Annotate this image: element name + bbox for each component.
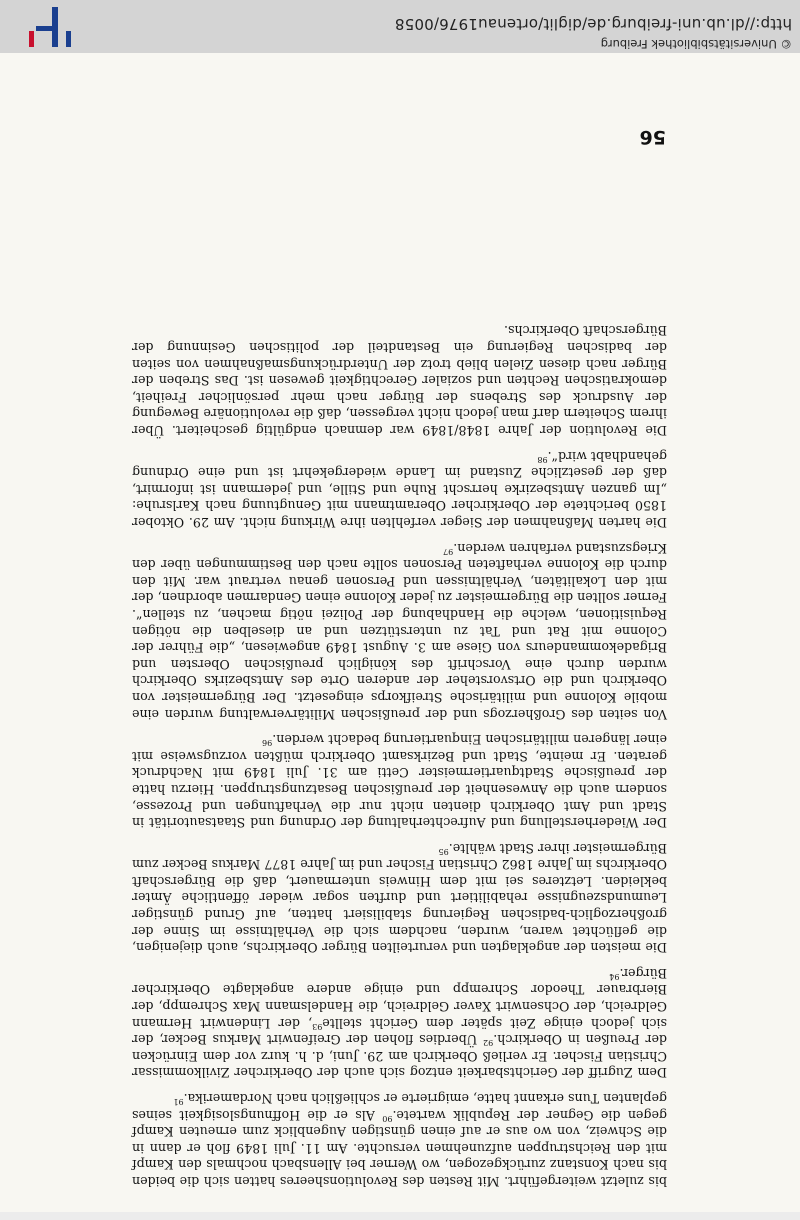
footnote-ref: 97 — [443, 546, 454, 556]
text-run: bis zuletzt weitergeführt. Mit Resten des Revolutionsheeres hatten sich die beiden bis nach Konstanz zurückgezogen, wo Werner bei Allensbach nochmals den Kampf mit den Reichstruppen aufzunehmen versuchte. Am 11. Juli 1849 floh er dann in die Schweiz, von wo aus er auf einen günstigen Augenblick zum erneuten Kampf gegen die Gegner der Republik wartete. — [132, 1107, 667, 1189]
footer-copyright: © Universitätsbibliothek Freiburg — [600, 37, 792, 51]
body-text — [132, 313, 667, 1189]
text-run: Von seiten des Großherzogs und der preußischen Militärverwaltung wurden eine mobile Kolonne und militärische Streifkorps eingesetzt. Der Bürgermeister von Oberkirch und die Ortsvorsteher der anderen Orte des Amtsbezirks Oberkirch wurden durch eine Vorschrift des königlich preußischen Obersten und Brigadekommandeurs von Giese am 3. August 1849 angewiesen, „die Führer der Colonne mit Rat und Tat zu unterstützen und an dieselben die nötigen Requisitionen, welche die Handhabung der Polizei nötig machen, zu stellen“. Ferner sollten die Bürgermeister zu jeder Kolonne einen Gendarmen abordnen, der mit den Lokalitäten, Verhältnissen und Personen genau vertraut war. Mit den durch die Kolonne verhafteten Personen sollte nach den Bestimmungen über den Kriegszustand verfahren werden. — [132, 540, 667, 722]
footnote-ref: 96 — [262, 738, 273, 748]
paragraph-4 — [132, 731, 667, 831]
paragraph-2 — [132, 964, 667, 1080]
footnote-ref: 92 — [483, 1038, 494, 1048]
paragraph-6 — [132, 447, 667, 530]
footnote-ref: 98 — [537, 454, 548, 464]
text-run: Der Wiederherstellung und Aufrechterhaltung der Ordnung und Staatsautorität in Stadt und Amt Oberkirch dienten nicht nur die Verhaftungen und Prozesse, sondern auch die Anwesenheit der preußischen Besatzungstruppen. Hierzu hatte der preußische Stadtquartiermeister Cetti am 31. Juli 1849 mit Nachdruck geraten. Er meinte, Stadt und Bezirksamt Oberkirch müßten vorzugsweise mit einer längeren militärischen Einquartierung bedacht werden. — [132, 732, 667, 831]
text-run: Überdies flohen der Greifenwirt Markus Becker, der sich jedoch einige Zeit später dem Gericht stellte — [132, 1015, 667, 1048]
text-run: Als er die Hoffnungslosigkeit seines geplanten Tuns erkannt hatte, emigrierte er schließlich nach Nordamerika. — [131, 1091, 667, 1123]
paragraph-5 — [132, 539, 667, 722]
ub-freiburg-logo-icon[interactable] — [25, 5, 75, 49]
text-run: Die harten Maßnahmen der Sieger verfehlten ihre Wirkung nicht. Am 29. Oktober 1850 berichtete der Oberkircher Oberamtmann mit Genugtuung nach Karlsruhe: „Im ganzen Amtsbezirke herrscht Ruhe und Stille, und jedermann ist informirt, daß der gesetzliche Zustand im Lande wiedergekehrt ist und eine Ordnung gehandhabt wird“. — [132, 448, 667, 531]
logo-svg — [25, 5, 75, 49]
paragraph-3 — [132, 839, 667, 955]
text-run: Dem Zugriff der Gerichtsbarkeit entzog sich auch der Oberkircher Zivilkommissar Christian Fischer. Er verließ Oberkirch am 29. Juni, d. h. kurz vor dem Einrücken der Preußen in Oberkirch. — [132, 1032, 667, 1081]
text-run: Die Revolution der Jahre 1848/1849 war demnach endgültig gescheitert. Über ihrem Scheitern darf man jedoch nicht vergessen, daß die revolutionäre Bewegung der Ausdruck des Strebens der Bürger nach mehr persönlicher Freiheit, demokratischen Rechten und sozialer Gerechtigkeit gewesen ist. Das Streben der Bürger nach diesen Zielen blieb trotz der Unterdrückungsmaßnahmen von seiten der badischen Regierung ein Bestandteil der politischen Gesinnung der Bürgerschaft Oberkirchs. — [132, 323, 667, 439]
footnote-ref: 94 — [609, 972, 620, 982]
footnote-ref: 95 — [438, 846, 449, 856]
text-run: Die meisten der angeklagten und verurteilten Bürger Oberkirchs, auch diejenigen, die geflüchtet waren, wurden, nachdem sich die Verhältnisse im Sinne der großherzoglich-badischen Regierung stabilisiert hatten, auf Grund günstiger Leumundszeugnisse rehabilitiert und durften sogar wieder öffentliche Ämter bekleiden. Letzteres sei mit dem Hinweis untermauert, daß die Bürgerschaft Oberkirchs im Jahre 1862 Christian Fischer und im Jahre 1877 Markus Becker zum Bürgermeister ihrer Stadt wählte. — [132, 840, 667, 956]
text-run: , der Lindenwirt Hermann Geldreich, der Ochsenwirt Xaver Geldreich, die Handelsmann Max Schrempp, der Bierbrauer Theodor Schrempp und einige andere angeklagte Oberkircher Bürger. — [132, 965, 667, 1031]
footer-url[interactable]: http://dl.ub.uni-freiburg.de/diglit/ortenau1976/0058 — [394, 15, 792, 33]
footer-bar — [0, 0, 800, 53]
paragraph-7 — [132, 322, 667, 438]
page-number: 56 — [639, 126, 666, 148]
footnote-ref: 93 — [312, 1021, 323, 1031]
paragraph-1 — [132, 1089, 667, 1189]
footnote-ref: 91 — [173, 1097, 184, 1107]
footnote-ref: 90 — [382, 1113, 393, 1123]
